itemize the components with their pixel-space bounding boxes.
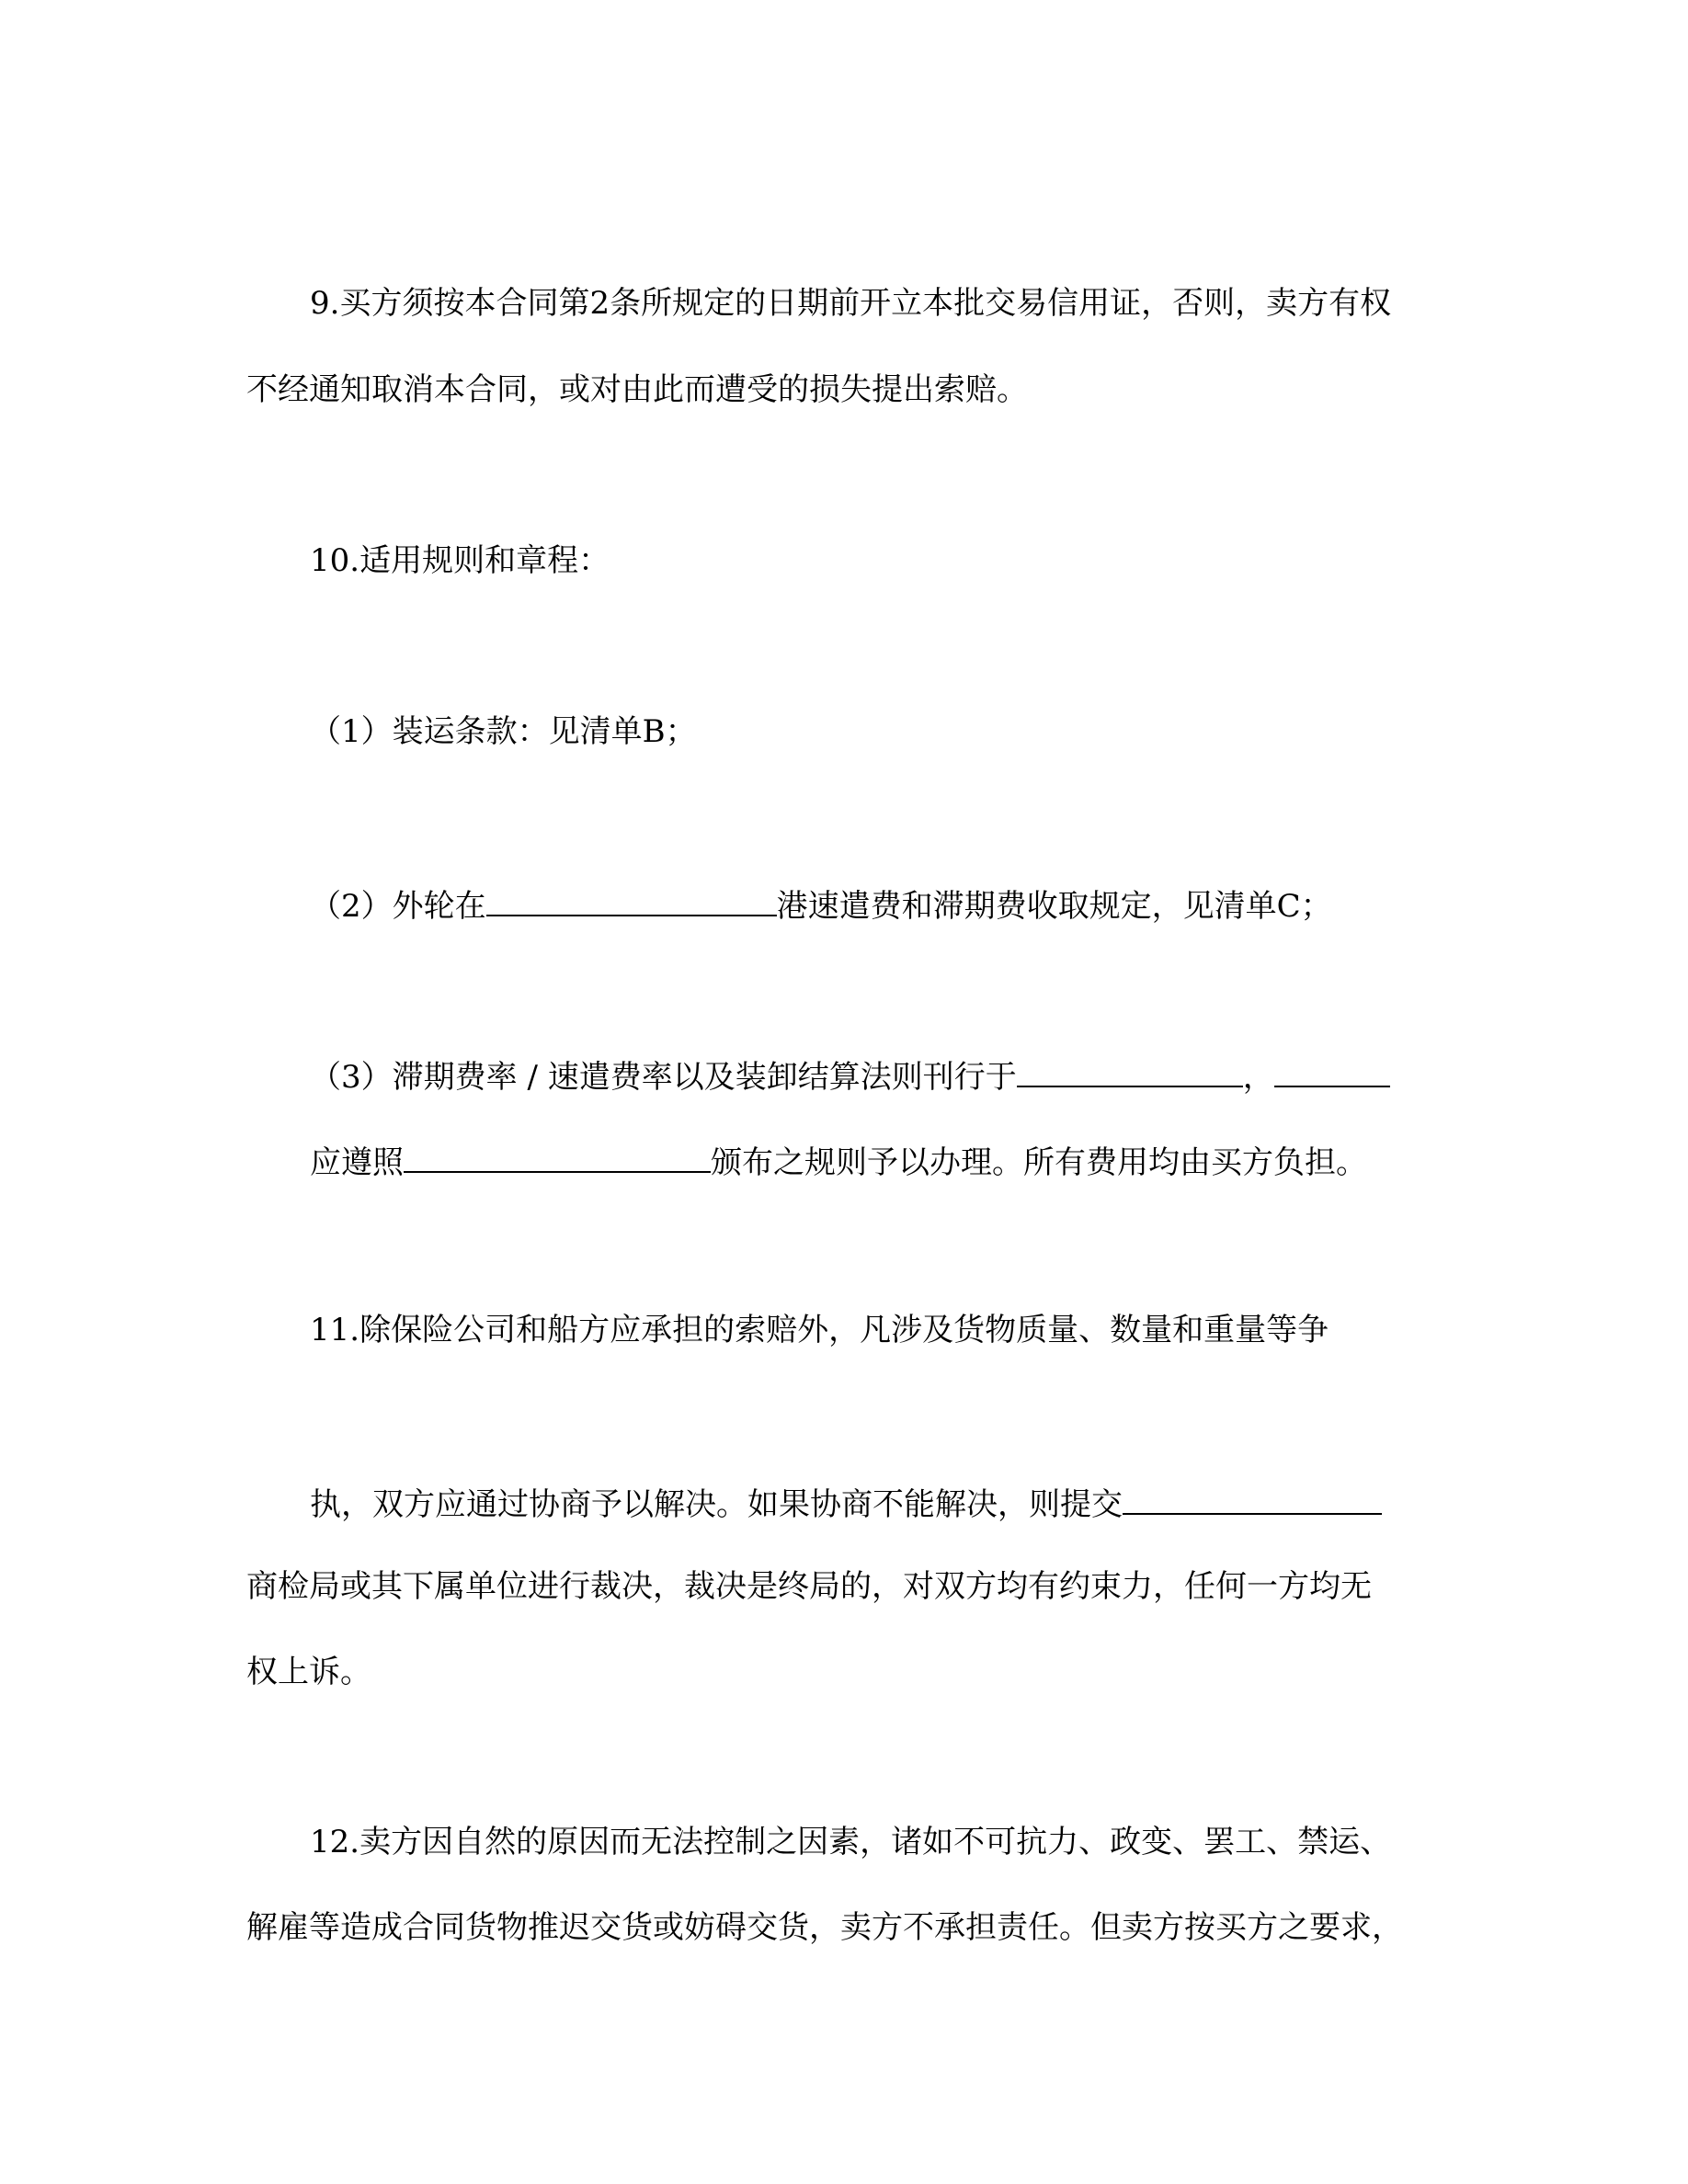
clause-10-item-2 [310, 887, 1332, 925]
clause-10-item-3-line-1 [310, 1058, 1390, 1096]
clause-11-line-4: 权上诉。 [246, 1654, 371, 1690]
item-2-text-b: 港速遣费和滞期费收取规定，见清单C； [776, 888, 1332, 925]
item-3-text-a: （3）滞期费率 / 速遣费率以及装卸结算法则刊行于 [310, 1059, 1017, 1096]
clause-11-line-1: 11.除保险公司和船方应承担的索赔外，凡涉及货物质量、数量和重量等争 [310, 1312, 1329, 1348]
clause-10-item-1: （1）装运条款：见清单B； [310, 713, 697, 750]
clause-9-line-2: 不经通知取消本合同，或对由此而遭受的损失提出索赔。 [246, 371, 1028, 408]
clause-12-line-2: 解雇等造成合同货物推迟交货或妨碍交货，卖方不承担责任。但卖方按买方之要求， [246, 1909, 1403, 1946]
item-3-text-d: 颁布之规则予以办理。所有费用均由买方负担。 [711, 1144, 1367, 1181]
party-blank [1274, 1058, 1390, 1087]
clause-11-line-3: 商检局或其下属单位进行裁决，裁决是终局的，对双方均有约束力，任何一方均无 [246, 1568, 1372, 1605]
item-3-comma: ， [1242, 1059, 1274, 1096]
authority-blank [404, 1143, 711, 1173]
clause-9-line-1: 9.买方须按本合同第2条所规定的日期前开立本批交易信用证，否则，卖方有权 [310, 285, 1392, 322]
inspection-bureau-blank [1123, 1485, 1382, 1515]
clause-10-item-3-line-2 [310, 1143, 1367, 1181]
port-blank [486, 887, 777, 916]
clause-10-heading: 10.适用规则和章程： [310, 542, 610, 579]
clause-12-line-1: 12.卖方因自然的原因而无法控制之因素，诸如不可抗力、政变、罢工、禁运、 [310, 1824, 1392, 1860]
clause-11-line-2 [310, 1485, 1382, 1523]
publication-blank [1017, 1058, 1243, 1087]
item-3-text-c: 应遵照 [310, 1144, 404, 1181]
clause-11-text: 执，双方应通过协商予以解决。如果协商不能解决，则提交 [310, 1486, 1123, 1523]
item-2-text-a: （2）外轮在 [310, 888, 486, 925]
